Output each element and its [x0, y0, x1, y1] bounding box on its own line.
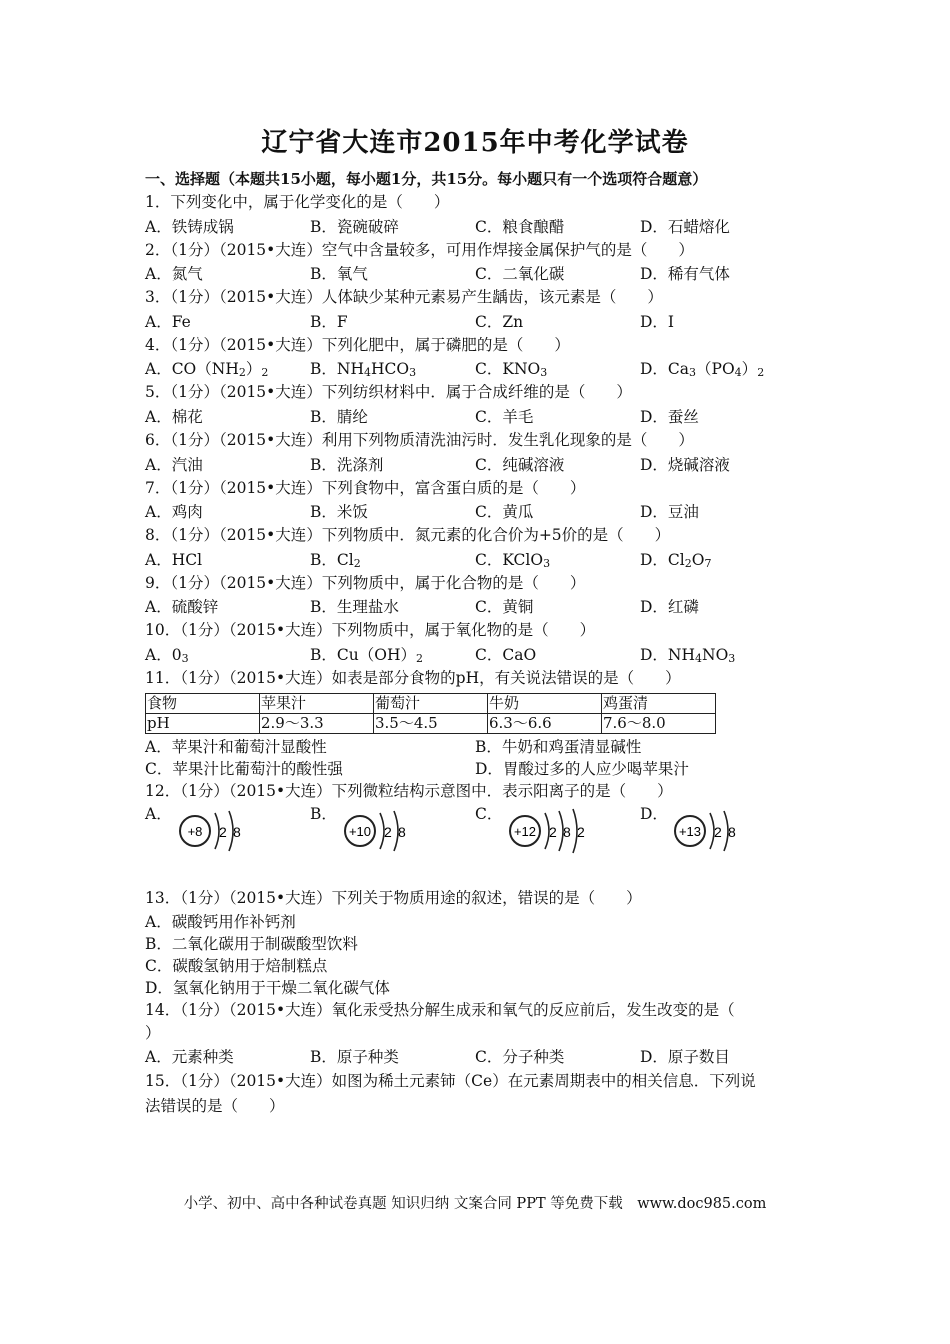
nucleus-charge: +10 [348, 824, 372, 840]
table-cell: 食物 [146, 693, 260, 713]
shell-electrons: 2 [384, 824, 392, 841]
option-d[interactable]: D．蚕丝 [640, 407, 699, 426]
option-c[interactable]: C．纯碱溶液 [475, 455, 565, 474]
table-cell: 鸡蛋清 [602, 693, 716, 713]
option-d[interactable]: D．烧碱溶液 [640, 455, 730, 474]
option-b[interactable]: B．牛奶和鸡蛋清显碱性 [475, 737, 642, 756]
option-d[interactable]: D．氢氧化钠用于干燥二氧化碳气体 [145, 978, 390, 997]
table-row [146, 713, 716, 733]
question-15-stem-cont: 法错误的是（ ） [145, 1096, 285, 1115]
question-11-options-row-1 [145, 736, 810, 758]
question-2-stem: 2．（1分）（2015•大连）空气中含量较多，可用作焊接金属保护气的是（ ） [145, 240, 694, 259]
option-b[interactable]: B．生理盐水 [310, 598, 399, 617]
option-d[interactable]: D．胃酸过多的人应少喝苹果汁 [475, 759, 689, 778]
option-c[interactable]: C．粮食酿醋 [475, 217, 565, 236]
option-d[interactable]: D．$NH_4NO_3$ [640, 645, 736, 665]
question-15-stem: 15．（1分）（2015•大连）如图为稀土元素铈（Ce）在元素周期表中的相关信息．下列说 [145, 1071, 756, 1090]
option-b[interactable]: B．$NH_4HCO_3$ [310, 360, 417, 380]
table-cell: 2.9～3.3 [260, 713, 374, 733]
atom-structure-diagram [505, 803, 605, 863]
question-5-stem: 5．（1分）（2015•大连）下列纺织材料中．属于合成纤维的是（ ） [145, 383, 632, 402]
shell-electrons: 2 [549, 824, 557, 841]
question-14-options [145, 1045, 810, 1069]
option-a[interactable]: A．HCl [145, 550, 203, 569]
option-d[interactable]: D．$Ca_3(PO_4)_2$ [640, 360, 765, 380]
option-d[interactable]: D．$Cl_2O_7$ [640, 550, 712, 570]
nucleus-charge: +12 [513, 824, 537, 840]
question-14-stem-cont: ） [145, 1023, 161, 1042]
option-b[interactable]: B．腈纶 [310, 407, 368, 426]
option-c[interactable]: C．黄铜 [475, 598, 534, 617]
option-label: C． [475, 805, 503, 824]
atom-structure-diagram [175, 803, 265, 863]
ph-table [145, 693, 716, 734]
option-c[interactable]: C．$KNO_3$ [475, 360, 548, 380]
question-8-stem: 8．（1分）（2015•大连）下列物质中．氮元素的化合价为+5价的是（ ） [145, 526, 671, 545]
question-5-options [145, 405, 810, 429]
shell-electrons: 8 [728, 824, 736, 841]
option-d[interactable] [640, 803, 805, 863]
option-c[interactable]: C．分子种类 [475, 1047, 565, 1066]
table-cell: pH [146, 713, 260, 733]
question-12-stem: 12．（1分）（2015•大连）下列微粒结构示意图中．表示阳离子的是（ ） [145, 781, 673, 800]
shell-electrons: 2 [219, 824, 227, 841]
question-12-options [145, 803, 810, 873]
question-7-stem: 7．（1分）（2015•大连）下列食物中，富含蛋白质的是（ ） [145, 478, 586, 497]
option-b[interactable]: B．$Cl_2$ [310, 550, 361, 570]
option-label: D． [640, 805, 668, 824]
question-9-options [145, 595, 810, 619]
question-8-options [145, 548, 810, 572]
option-b[interactable]: B．瓷碗破碎 [310, 217, 399, 236]
option-d[interactable]: D．红磷 [640, 598, 699, 617]
option-a[interactable]: A．碳酸钙用作补钙剂 [145, 912, 296, 931]
question-1-stem: 1．下列变化中，属于化学变化的是（ ） [145, 193, 450, 211]
shell-electrons: 2 [714, 824, 722, 841]
option-b[interactable]: B．洗涤剂 [310, 455, 384, 474]
option-b[interactable]: B．$Cu(OH)_2$ [310, 645, 423, 665]
option-c[interactable]: C．苹果汁比葡萄汁的酸性强 [145, 759, 343, 778]
question-13-stem: 13．（1分）（2015•大连）下列关于物质用途的叙述，错误的是（ ） [145, 889, 642, 908]
shell-electrons: 8 [563, 824, 571, 841]
option-b[interactable]: B．原子种类 [310, 1047, 399, 1066]
option-a[interactable]: A．汽油 [145, 455, 203, 474]
option-c[interactable]: C．KClO$_3$ [475, 550, 551, 570]
option-a[interactable]: A．元素种类 [145, 1047, 234, 1066]
nucleus-charge: +8 [187, 824, 203, 840]
question-11-options-row-2 [145, 758, 810, 780]
question-6-stem: 6．（1分）（2015•大连）利用下列物质清洗油污时．发生乳化现象的是（ ） [145, 430, 694, 449]
option-c[interactable]: C．碳酸氢钠用于焙制糕点 [145, 956, 328, 975]
question-1-options [145, 215, 810, 239]
question-3-stem: 3．（1分）（2015•大连）人体缺少某种元素易产生龋齿，该元素是（ ） [145, 288, 663, 307]
option-c[interactable]: C．Zn [475, 312, 524, 331]
option-b[interactable]: B．二氧化碳用于制碳酸型饮料 [145, 934, 358, 953]
option-a[interactable]: A．硫酸锌 [145, 598, 219, 617]
option-c[interactable]: C．羊毛 [475, 407, 534, 426]
question-3-options [145, 310, 810, 334]
option-c[interactable]: C．CaO [475, 645, 537, 664]
shell-electrons: 8 [233, 824, 241, 841]
exam-content [145, 168, 810, 1119]
option-d[interactable]: D．石蜡熔化 [640, 217, 730, 236]
question-14-stem: 14．（1分）（2015•大连）氧化汞受热分解生成汞和氧气的反应前后，发生改变的是（ [145, 1000, 735, 1019]
table-row [146, 693, 716, 713]
option-a[interactable]: A．棉花 [145, 407, 203, 426]
table-cell: 苹果汁 [260, 693, 374, 713]
option-a[interactable]: A．鸡肉 [145, 503, 203, 522]
option-a[interactable]: A．铁铸成锅 [145, 217, 234, 236]
option-b[interactable]: B．F [310, 312, 348, 331]
option-d[interactable]: D．稀有气体 [640, 265, 730, 284]
page-footer[interactable]: 小学、初中、高中各种试卷真题 知识归纳 文案合同 PPT 等免费下载 www.doc985.com [183, 1196, 767, 1212]
option-d[interactable]: D．原子数目 [640, 1047, 730, 1066]
shell-electrons: 8 [398, 824, 406, 841]
option-a[interactable]: A．$0_3$ [145, 645, 189, 665]
nucleus-charge: +13 [678, 824, 702, 840]
table-cell: 7.6～8.0 [602, 713, 716, 733]
table-cell: 3.5～4.5 [374, 713, 488, 733]
option-label: B． [310, 805, 337, 824]
question-9-stem: 9．（1分）（2015•大连）下列物质中，属于化合物的是（ ） [145, 573, 586, 592]
option-a[interactable]: A．氮气 [145, 265, 203, 284]
option-a[interactable]: A．苹果汁和葡萄汁显酸性 [145, 737, 327, 756]
option-d[interactable]: D．I [640, 312, 675, 331]
question-10-options [145, 643, 810, 667]
option-b[interactable]: B．氧气 [310, 265, 368, 284]
atom-structure-diagram [340, 803, 430, 863]
option-a[interactable]: A．Fe [145, 312, 191, 331]
option-a[interactable]: A．$CO(NH_2)_2$ [145, 360, 269, 380]
table-cell: 葡萄汁 [374, 693, 488, 713]
option-a[interactable] [145, 803, 310, 863]
question-2-options [145, 262, 810, 286]
option-label: A． [145, 805, 172, 824]
shell-electrons: 2 [577, 824, 585, 841]
question-7-options [145, 500, 810, 524]
atom-structure-diagram [670, 803, 760, 863]
option-c[interactable]: C．黄瓜 [475, 503, 534, 522]
question-6-options [145, 453, 810, 477]
option-b[interactable]: B．米饭 [310, 503, 368, 522]
option-d[interactable]: D．豆油 [640, 503, 699, 522]
page-title: 辽宁省大连市2015年中考化学试卷 [261, 128, 689, 158]
question-10-stem: 10．（1分）（2015•大连）下列物质中，属于氧化物的是（ ） [145, 621, 596, 640]
section-heading: 一、选择题（本题共15小题，每小题1分，共15分。每小题只有一个选项符合题意） [145, 170, 708, 188]
question-11-stem: 11．（1分）（2015•大连）如表是部分食物的pH，有关说法错误的是（ ） [145, 668, 681, 687]
option-b[interactable] [310, 803, 475, 863]
question-4-options [145, 357, 810, 381]
table-cell: 牛奶 [488, 693, 602, 713]
option-c[interactable]: C．二氧化碳 [475, 265, 565, 284]
option-c[interactable] [475, 803, 640, 863]
table-cell: 6.3～6.6 [488, 713, 602, 733]
question-4-stem: 4．（1分）（2015•大连）下列化肥中，属于磷肥的是（ ） [145, 335, 570, 354]
